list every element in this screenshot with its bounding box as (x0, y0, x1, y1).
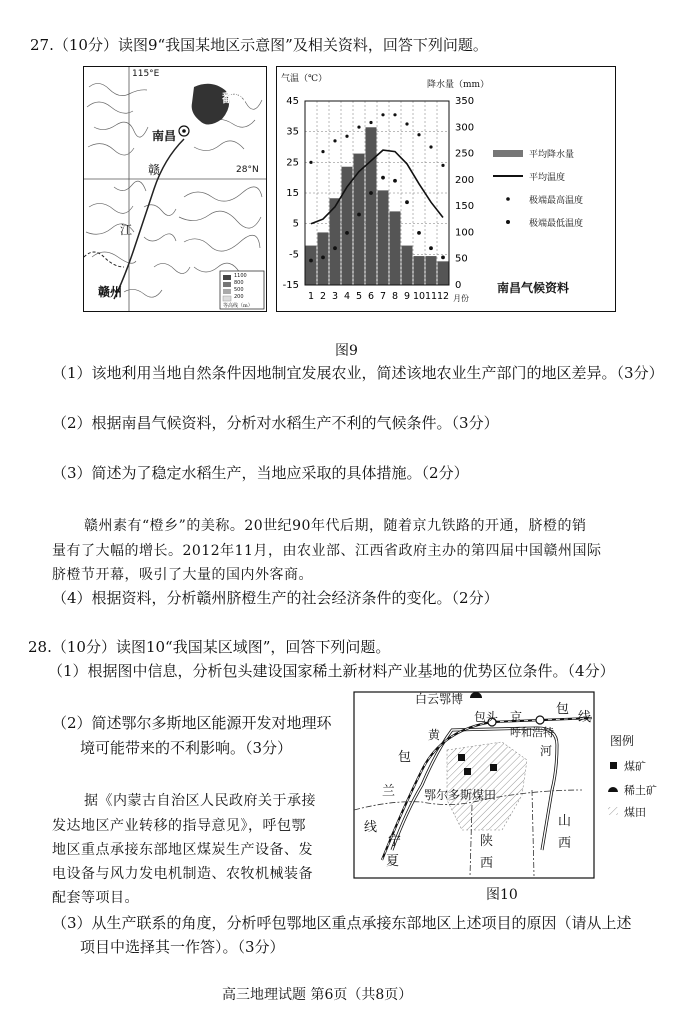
label-baotou: 包头 (474, 710, 499, 724)
q27-sub3: （3）简述为了稳定水稻生产，当地应采取的具体措施。（2分） (52, 464, 469, 482)
precip-bar (354, 154, 365, 285)
month-tick-label: 4 (343, 291, 351, 302)
right-tick-label: 50 (455, 253, 468, 265)
fig10-caption: 图10 (486, 887, 518, 903)
label-baolan-bao: 包 (398, 750, 412, 765)
coal-mine-2 (464, 768, 471, 775)
map-nanchang-label: 南昌 (152, 129, 177, 143)
month-tick-label: 8 (391, 291, 399, 302)
label-shaanxi-1: 陕 (480, 834, 494, 849)
map-jiang-label: 江 (120, 223, 133, 237)
q28-para-line2: 发达地区产业转移的指导意见》，呼包鄂 (52, 818, 306, 834)
max-temp-point (321, 150, 324, 153)
precip-bar (438, 261, 449, 285)
left-tick-label: -15 (282, 280, 299, 291)
map-lat-label: 28°N (236, 165, 259, 175)
min-temp-point (381, 176, 385, 180)
min-temp-point (309, 259, 313, 263)
legend-avg-temp: 平均温度 (529, 173, 566, 183)
legend-rare-earth-mark (608, 787, 618, 792)
legend-min-temp-mark (506, 220, 510, 224)
min-temp-point (369, 191, 373, 195)
month-tick-label: 10 (412, 291, 426, 302)
left-tick-label: 45 (286, 96, 299, 107)
precip-bar (306, 246, 317, 285)
max-temp-point (333, 139, 336, 142)
hohhot-marker (536, 716, 544, 724)
legend10-rare-earth: 稀土矿 (624, 784, 657, 797)
q28-para-line4: 电设备与风力发电机制造、农牧机械装备 (52, 866, 313, 882)
q28-sub2-line1: （2）简述鄂尔多斯地区能源开发对地理环 (52, 714, 332, 732)
legend-1100: 1100 (234, 273, 247, 279)
max-temp-point (429, 145, 432, 148)
right-tick-label: 150 (455, 201, 475, 213)
q28-para-line5: 配套等项目。 (52, 890, 139, 906)
min-temp-point (429, 246, 433, 250)
q27-map (83, 66, 267, 312)
max-temp-point (357, 125, 360, 128)
label-xian: 线 (578, 710, 592, 725)
plot-legend-marks (493, 150, 523, 224)
month-tick-label: 1 (307, 291, 315, 302)
legend-max-temp: 极端最高温度 (529, 196, 584, 206)
min-temp-point (441, 256, 445, 260)
label-baiyun: 白云鄂博 (415, 692, 464, 706)
legend10-title: 图例 (610, 734, 635, 748)
label-huang: 黄 (428, 728, 441, 742)
max-temp-point (369, 121, 372, 124)
max-temp-point (405, 122, 408, 125)
label-he: 河 (540, 744, 553, 758)
border-line (84, 252, 124, 267)
month-tick-label: 11 (424, 291, 438, 302)
legend-800: 800 (234, 280, 244, 286)
q27-sub2: （2）根据南昌气候资料，分析对水稻生产不利的气候条件。（3分） (52, 414, 499, 432)
q27-sub1: （1）该地利用当地自然条件因地制宜发展农业，简述该地农业生产部门的地区差异。（3分） (52, 364, 664, 382)
label-ordos-coal: 鄂尔多斯煤田 (424, 788, 497, 802)
q28-sub3-line1: （3）从生产联系的角度，分析呼包鄂地区重点承接东部地区上述项目的原因（请从上述 (52, 914, 632, 932)
q28-sub2-line2: 境可能带来的不利影响。（3分） (80, 739, 293, 757)
month-tick-label: 12 (436, 291, 450, 302)
max-temp-point (309, 161, 312, 164)
plot-points (309, 113, 445, 262)
map-ganzhou-label: 赣州 (98, 285, 123, 299)
coal-mine-3 (490, 764, 497, 771)
right-axis-title: 降水量（mm） (427, 80, 490, 90)
right-tick-label: 0 (455, 280, 462, 291)
q27-sub4: （4）根据资料，分析赣州脐橙生产的社会经济条件的变化。（2分） (52, 589, 499, 607)
min-temp-point (417, 231, 421, 235)
label-shaanxi-2: 西 (480, 856, 494, 871)
left-tick-label: 15 (286, 188, 299, 199)
fig9-caption: 图9 (335, 343, 358, 359)
right-tick-label: 250 (455, 148, 475, 160)
precip-bar (426, 256, 437, 285)
map-lon-label: 115°E (132, 69, 160, 79)
q27-para-line2: 量有了大幅的增长。2012年11月，由农业部、江西省政府主办的第四届中国赣州国际 (52, 543, 602, 559)
label-jing: 京 (510, 710, 523, 724)
q28-sub1: （1）根据图中信息，分析包头建设国家稀土新材料产业基地的优势区位条件。（4分） (48, 662, 615, 680)
precip-bar (342, 167, 353, 285)
q28-para-line1: 据《内蒙古自治区人民政府关于承接 (84, 793, 316, 809)
precip-bar (366, 127, 377, 285)
map-gan-label: 赣 (148, 163, 161, 177)
month-tick-label: 2 (319, 291, 327, 302)
legend10-coal-mine: 煤矿 (624, 760, 646, 773)
map-lake-label: 鄱阳湖 (222, 91, 259, 105)
right-tick-label: 200 (455, 174, 475, 186)
legend-coal-mine-mark (610, 762, 617, 769)
legend10-coalfield: 煤田 (624, 806, 646, 819)
label-baolan-lan: 兰 (382, 784, 396, 799)
right-tick-label: 350 (455, 96, 475, 107)
min-temp-point (333, 246, 337, 250)
q28-sub3-line2: 项目中选择其一作答）。（3分） (80, 938, 285, 956)
label-ningxia-2: 夏 (386, 854, 400, 869)
page-footer: 高三地理试题 第6页（共8页） (222, 987, 413, 1003)
legend-500: 500 (234, 287, 244, 293)
min-temp-point (321, 256, 325, 260)
climate-svg (277, 67, 615, 311)
max-temp-point (441, 164, 444, 167)
q27-climate-chart (276, 66, 616, 312)
legend-precip: 平均降水量 (529, 150, 575, 160)
month-tick-label: 5 (355, 291, 363, 302)
precip-bar (390, 211, 401, 285)
q27-header: 27.（10分）读图9“我国某地区示意图”及相关资料，回答下列问题。 (30, 36, 488, 54)
label-shanxi-2: 西 (558, 836, 572, 851)
q27-para-line3: 脐橙节开幕，吸引了大量的国内外客商。 (52, 567, 313, 583)
left-tick-label: 35 (286, 126, 299, 138)
label-ningxia-1: 宁 (388, 834, 402, 849)
left-tick-label: 25 (286, 157, 299, 169)
legend-coalfield-mark (608, 807, 618, 815)
min-temp-point (393, 179, 397, 183)
max-temp-point (393, 113, 396, 116)
left-tick-label: -5 (289, 249, 299, 261)
month-tick-label: 9 (403, 291, 411, 302)
right-tick-label: 100 (455, 227, 475, 239)
max-temp-point (345, 135, 348, 138)
min-temp-point (405, 200, 409, 204)
precip-bar (402, 246, 413, 285)
legend-200: 200 (234, 294, 244, 300)
legend-min-temp: 极端最低温度 (529, 219, 584, 229)
right-tick-label: 300 (455, 122, 475, 134)
q28-header: 28.（10分）读图10“我国某区域图”，回答下列问题。 (28, 638, 391, 656)
coal-mine-1 (458, 754, 465, 761)
left-axis-title: 气温（℃） (281, 74, 328, 84)
month-tick-label: 7 (379, 291, 387, 302)
month-tick-label: 3 (331, 291, 339, 302)
precip-bar (414, 256, 425, 285)
month-tick-label: 6 (367, 291, 375, 302)
climate-footer: 南昌气候资料 (497, 281, 570, 295)
q28-para-line3: 地区重点承接东部地区煤炭生产设备、发 (52, 842, 313, 858)
label-hohhot: 呼和浩特 (510, 726, 554, 739)
legend-precip-mark (493, 150, 523, 157)
label-bao: 包 (556, 702, 570, 717)
precip-bar (378, 190, 389, 285)
min-temp-point (345, 231, 349, 235)
label-shanxi-1: 山 (558, 814, 572, 829)
q28-map (352, 690, 674, 880)
legend-title: 等高线（m） (223, 303, 253, 309)
left-tick-label: 5 (292, 218, 299, 230)
month-unit: 月份 (453, 294, 469, 303)
province-border-3 (532, 790, 534, 876)
contour-lines (86, 83, 264, 297)
max-temp-point (381, 113, 384, 116)
min-temp-point (357, 213, 361, 217)
label-baolan-xian: 线 (364, 820, 378, 835)
legend-max-temp-mark (506, 197, 510, 201)
rare-earth-marker (470, 692, 482, 698)
max-temp-point (417, 133, 420, 136)
q27-para-line1: 赣州素有“橙乡”的美称。20世纪90年代后期，随着京九铁路的开通，脐橙的销 (84, 518, 587, 534)
